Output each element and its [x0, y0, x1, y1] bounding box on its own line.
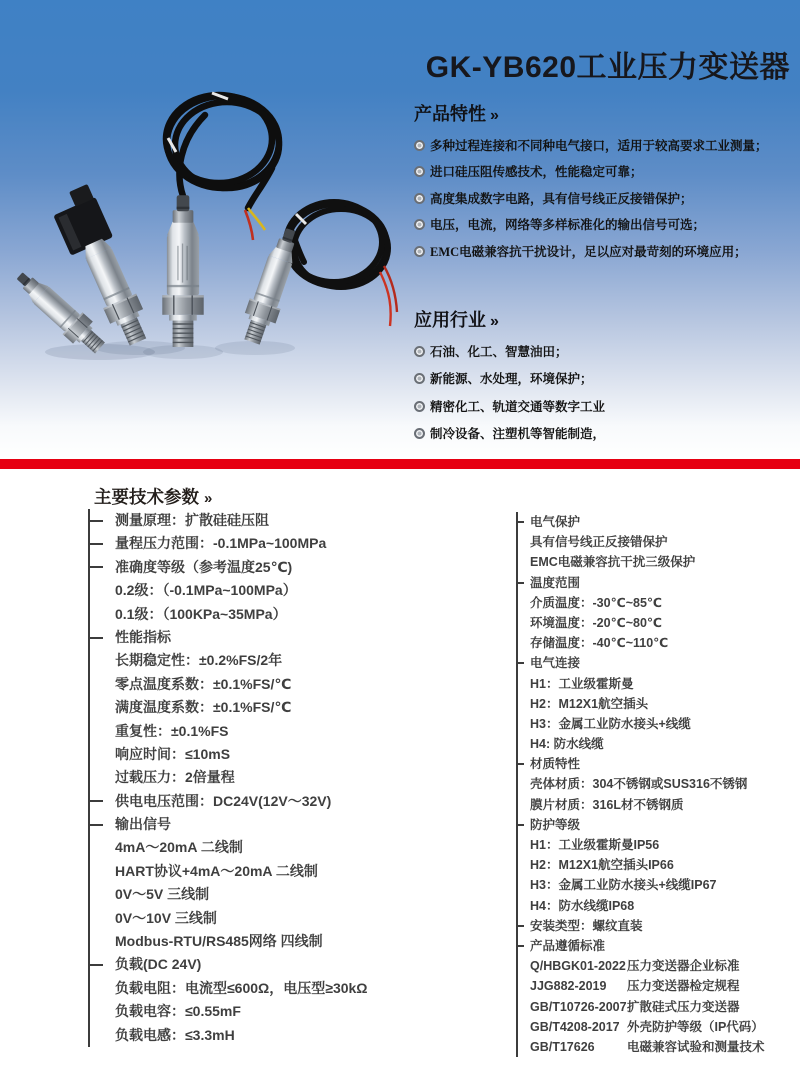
feature-item: [414, 159, 768, 185]
standard-code: Q/HBGK01-2022: [530, 959, 626, 974]
product-photo: [0, 80, 400, 365]
industries-heading: 应用行业 »: [414, 310, 499, 330]
spec-item: 量程压力范围：-0.1MPa~100MPa: [90, 532, 490, 555]
feature-item: [414, 212, 768, 238]
spec-item: 0.2级：（-0.1MPa~100MPa）: [115, 582, 297, 599]
chevron-right-icon: »: [490, 313, 499, 330]
standard-desc: 扩散硅式压力变送器: [627, 999, 740, 1014]
industry-item-label: 新能源、水处理，环境保护；: [430, 372, 593, 387]
spec-item: 0V～10V 三线制: [115, 909, 217, 926]
ring-bullet-icon: [414, 373, 425, 384]
spec-item: H3：金属工业防水接头+线缆: [530, 716, 691, 731]
industry-item-label: 精密化工、轨道交通等数字工业: [430, 399, 606, 414]
spec-item: 介质温度：-30℃~85℃: [530, 595, 663, 610]
spec-item: 响应时间：≤10mS: [115, 745, 231, 762]
chevron-right-icon: »: [204, 490, 213, 507]
product-title: GK-YB620工业压力变送器: [425, 51, 790, 84]
spec-item: 具有信号线正反接错保护: [530, 535, 668, 550]
features-section: [414, 100, 768, 265]
industry-item-label: 石油、化工、智慧油田；: [430, 345, 568, 359]
cable-coil-center: [166, 95, 279, 208]
feature-item: [414, 239, 768, 265]
specs-heading: 主要技术参数 »: [94, 487, 213, 507]
red-wire: [380, 272, 391, 326]
hero-section: [0, 0, 800, 459]
spec-item: 壳体材质：304不锈钢或SUS316不锈钢: [530, 777, 748, 792]
spec-item: EMC电磁兼容抗干扰三级保护: [530, 555, 696, 570]
spec-item: 电气保护: [518, 512, 800, 532]
industry-item: [414, 421, 605, 448]
spec-item: 安装类型：螺纹直装: [518, 916, 800, 936]
standard-code: GB/T10726-2007: [530, 999, 627, 1014]
ring-bullet-icon: [414, 219, 425, 230]
spec-item: 环境温度：-20℃~80℃: [530, 615, 663, 630]
industry-item-label: 制冷设备、注塑机等智能制造，: [430, 427, 606, 442]
ring-bullet-icon: [414, 346, 425, 357]
standard-code: GB/T4208-2017: [530, 1019, 620, 1034]
spec-item: 零点温度系数：±0.1%FS/℃: [115, 675, 292, 692]
spec-item: Modbus-RTU/RS485网络 四线制: [115, 933, 323, 950]
spec-item: 供电电压范围：DC24V(12V～32V): [90, 790, 490, 813]
spec-item: 防护等级: [518, 815, 800, 835]
chevron-right-icon: »: [490, 107, 499, 124]
spec-item: H1：工业级霍斯曼IP56: [530, 838, 660, 852]
spec-item: 电气连接: [518, 653, 800, 673]
spec-item: 准确度等级（参考温度25℃): [90, 556, 490, 579]
spec-item: 负载电阻：电流型≤600Ω，电压型≥30kΩ: [115, 979, 368, 996]
spec-item: 0V～5V 三线制: [115, 886, 210, 903]
industry-item: [414, 366, 605, 393]
spec-item: 0.1级：（100KPa~35MPa）: [115, 605, 287, 622]
spec-item: H3：金属工业防水接头+线缆IP67: [530, 878, 717, 893]
feature-item-label: 进口硅压阻传感技术，性能稳定可靠；: [430, 165, 643, 180]
feature-item-label: 多种过程连接和不同种电气接口，适用于较高要求工业测量；: [430, 139, 768, 153]
ring-bullet-icon: [414, 246, 425, 257]
features-list: [414, 133, 768, 265]
standard-desc: 压力变送器检定规程: [627, 979, 740, 994]
spec-item: HART协议+4mA～20mA 二线制: [115, 862, 318, 879]
spec-item: H4：防水线缆IP68: [530, 898, 635, 913]
spec-item: 负载(DC 24V): [90, 953, 490, 976]
red-divider: [0, 459, 800, 469]
spec-item: 满度温度系数：±0.1%FS/℃: [115, 699, 292, 716]
feature-item-label: 高度集成数字电路，具有信号线正反接错保护；: [430, 191, 693, 206]
standard-code: JJG882-2019: [530, 979, 607, 994]
spec-item: H4: 防水线缆: [530, 737, 604, 752]
features-heading: 产品特性 »: [414, 104, 499, 124]
standard-desc: 外壳防护等级（IP代码）: [627, 1019, 764, 1034]
spec-item: 重复性：±0.1%FS: [115, 722, 229, 739]
industry-item: [414, 394, 605, 421]
specs-right-column: [516, 512, 800, 1057]
spec-item: 输出信号: [90, 813, 490, 836]
transmitter-center: [162, 195, 203, 347]
feature-item-label: EMC电磁兼容抗干扰设计，足以应对最苛刻的环境应用；: [430, 244, 747, 259]
specs-left-column: [88, 509, 490, 1047]
spec-item: [518, 997, 800, 1017]
ring-bullet-icon: [414, 428, 425, 439]
feature-item: [414, 186, 768, 212]
spec-item: 温度范围: [518, 573, 800, 593]
spec-item: H1：工业级霍斯曼: [530, 676, 634, 691]
industry-item: [414, 339, 605, 366]
spec-item: 材质特性: [518, 754, 800, 774]
spec-item: 负载电感：≤3.3mH: [115, 1026, 235, 1043]
spec-item: 产品遵循标准: [518, 936, 800, 956]
ring-bullet-icon: [414, 401, 425, 412]
spec-item: [518, 1017, 800, 1037]
ring-bullet-icon: [414, 166, 425, 177]
spec-item: 膜片材质：316L材不锈钢质: [530, 797, 684, 812]
standard-desc: 压力变送器企业标准: [627, 959, 740, 974]
spec-item: 过载压力：2倍量程: [115, 769, 235, 786]
spec-item: [518, 976, 800, 996]
ring-bullet-icon: [414, 140, 425, 151]
spec-item: 负载电容：≤0.55mF: [115, 1003, 241, 1020]
spec-item: [518, 956, 800, 976]
standard-desc: 电磁兼容试验和测量技术: [627, 1039, 765, 1054]
spec-item: 性能指标: [90, 626, 490, 649]
ring-bullet-icon: [414, 193, 425, 204]
feature-item: [414, 133, 768, 159]
spec-item: [518, 1037, 800, 1057]
spec-item: 测量原理：扩散硅硅压阻: [90, 509, 490, 532]
cable-coil-right: [286, 202, 388, 287]
spec-item: 长期稳定性：±0.2%FS/2年: [115, 652, 283, 669]
spec-item: H2：M12X1航空插头: [530, 696, 649, 711]
spec-item: H2：M12X1航空插头IP66: [530, 858, 674, 873]
spec-item: 4mA～20mA 二线制: [115, 839, 243, 856]
industries-section: [414, 306, 605, 449]
industries-list: [414, 339, 605, 449]
standard-code: GB/T17626: [530, 1039, 595, 1054]
spec-item: 存储温度：-40℃~110℃: [530, 636, 669, 651]
feature-item-label: 电压，电流，网络等多样标准化的输出信号可选；: [430, 218, 706, 233]
